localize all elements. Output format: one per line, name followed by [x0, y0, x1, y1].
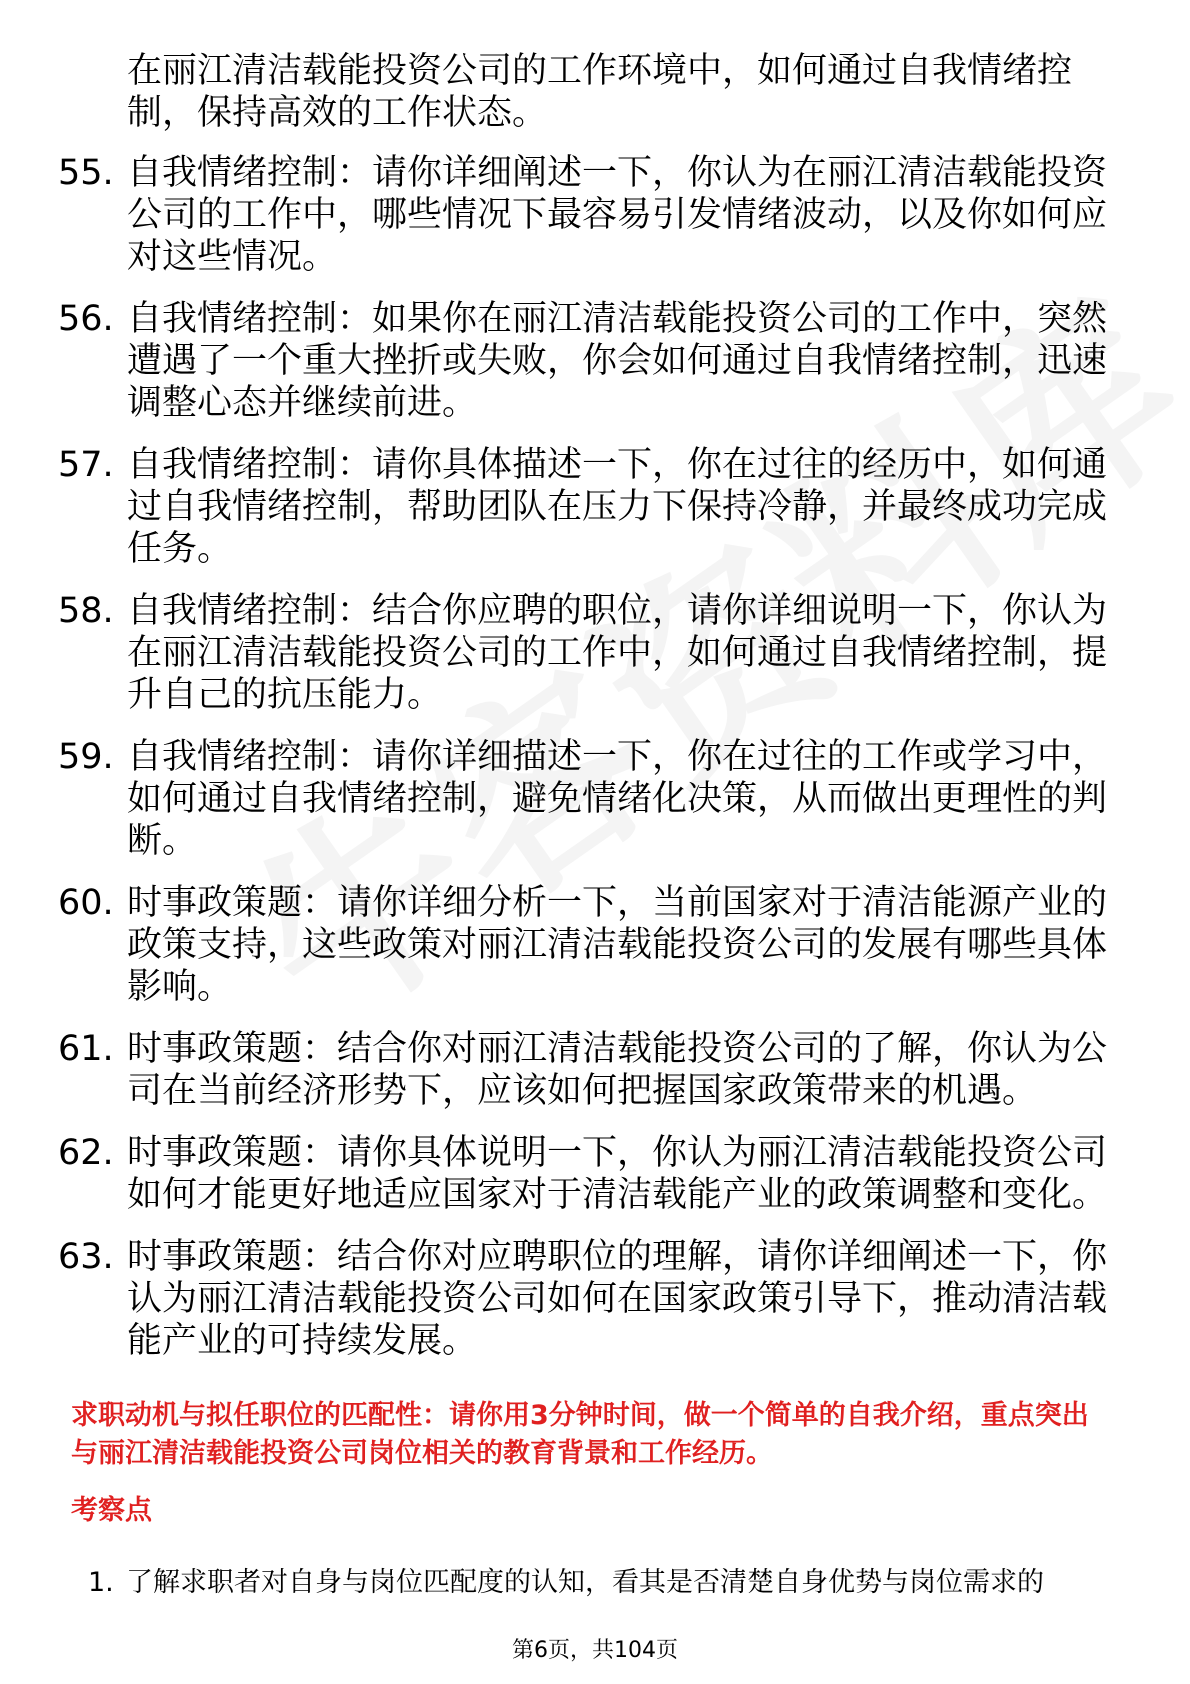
section-title: 考察点 — [71, 1495, 152, 1526]
question-item — [58, 1236, 1118, 1362]
highlighted-question: 求职动机与拟任职位的匹配性：请你用3分钟时间，做一个简单的自我介绍，重点突出与丽江清洁载能投资公司岗位相关的教育背景和工作经历。 — [71, 1400, 1089, 1469]
question-item — [58, 590, 1118, 716]
question-text: 自我情绪控制：请你具体描述一下，你在过往的经历中，如何通过自我情绪控制，帮助团队在压力下保持冷静，并最终成功完成任务。 — [127, 445, 1108, 569]
question-text: 时事政策题：请你具体说明一下，你认为丽江清洁载能投资公司如何才能更好地适应国家对于清洁载能产业的政策调整和变化。 — [127, 1133, 1108, 1215]
question-number: 55. — [58, 153, 114, 193]
question-number: 57. — [58, 445, 114, 485]
point-number: 1. — [88, 1567, 114, 1598]
question-continuation-text: 在丽江清洁载能投资公司的工作环境中，如何通过自我情绪控制，保持高效的工作状态。 — [127, 51, 1073, 133]
question-number: 58. — [58, 591, 114, 631]
question-text: 自我情绪控制：请你详细阐述一下，你认为在丽江清洁载能投资公司的工作中，哪些情况下最容易引发情绪波动，以及你如何应对这些情况。 — [127, 153, 1108, 277]
question-list — [58, 152, 1118, 1382]
question-item — [58, 444, 1118, 570]
question-item — [58, 298, 1118, 424]
question-item — [58, 152, 1118, 278]
question-item — [58, 1028, 1118, 1112]
question-text: 时事政策题：请你详细分析一下，当前国家对于清洁能源产业的政策支持，这些政策对丽江清洁载能投资公司的发展有哪些具体影响。 — [127, 883, 1108, 1007]
question-number: 61. — [58, 1029, 114, 1069]
assessment-point — [88, 1564, 1128, 1602]
question-number: 62. — [58, 1133, 114, 1173]
question-item — [58, 882, 1118, 1008]
assessment-points-list — [88, 1564, 1128, 1602]
question-item — [58, 736, 1118, 862]
question-text: 时事政策题：结合你对应聘职位的理解，请你详细阐述一下，你认为丽江清洁载能投资公司如何在国家政策引导下，推动清洁载能产业的可持续发展。 — [127, 1237, 1108, 1361]
question-item — [58, 1132, 1118, 1216]
question-text: 时事政策题：结合你对丽江清洁载能投资公司的了解，你认为公司在当前经济形势下，应该如何把握国家政策带来的机遇。 — [127, 1029, 1108, 1111]
question-text: 自我情绪控制：结合你应聘的职位，请你详细说明一下，你认为在丽江清洁载能投资公司的工作中，如何通过自我情绪控制，提升自己的抗压能力。 — [127, 591, 1108, 715]
question-number: 56. — [58, 299, 114, 339]
question-text: 自我情绪控制：如果你在丽江清洁载能投资公司的工作中，突然遭遇了一个重大挫折或失败，你会如何通过自我情绪控制，迅速调整心态并继续前进。 — [127, 299, 1108, 423]
question-number: 60. — [58, 883, 114, 923]
question-number: 59. — [58, 737, 114, 777]
point-text: 了解求职者对自身与岗位匹配度的认知，看其是否清楚自身优势与岗位需求的 — [126, 1567, 1044, 1598]
page-footer: 第6页，共104页 — [512, 1638, 678, 1663]
question-number: 63. — [58, 1237, 114, 1277]
question-text: 自我情绪控制：请你详细描述一下，你在过往的工作或学习中，如何通过自我情绪控制，避免情绪化决策，从而做出更理性的判断。 — [127, 737, 1108, 861]
